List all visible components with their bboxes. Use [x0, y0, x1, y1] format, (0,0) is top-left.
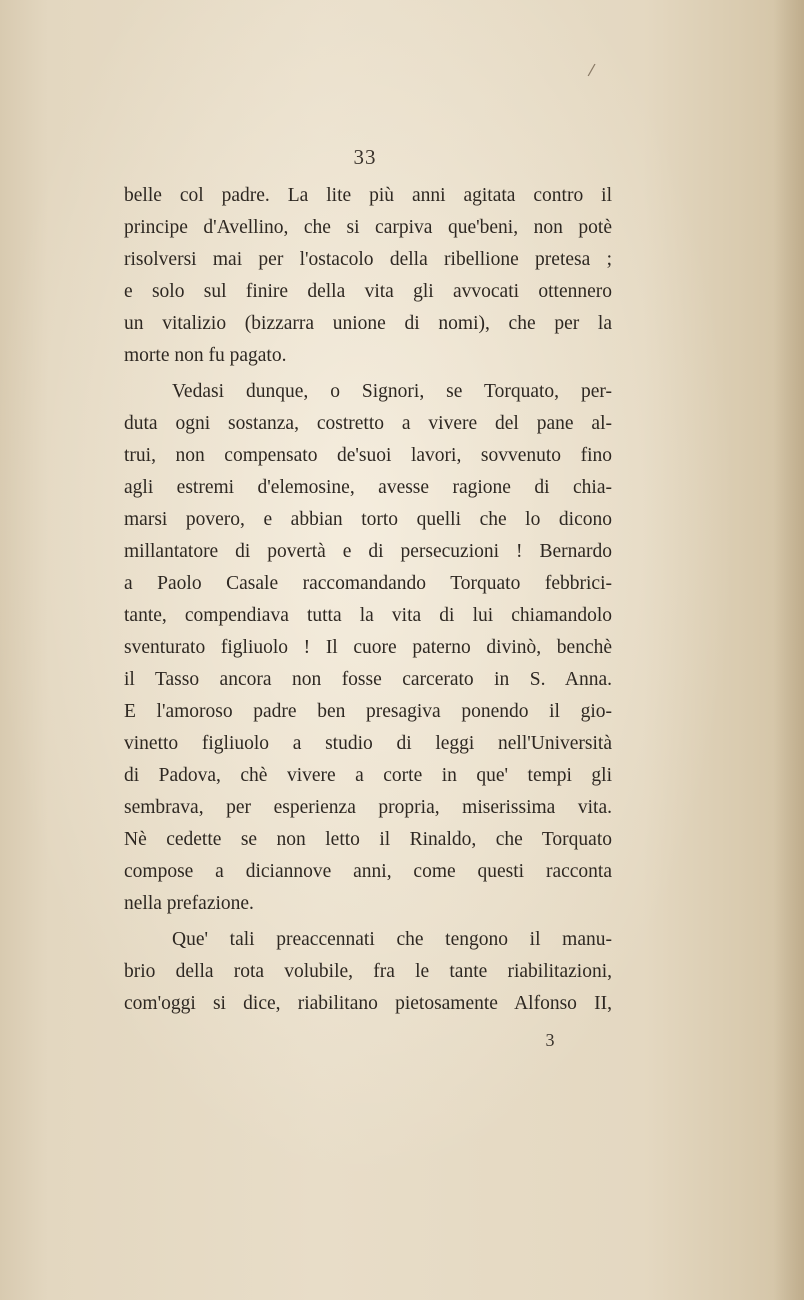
signature-mark: 3: [545, 1030, 555, 1050]
text-line: morte non fu pagato.: [124, 345, 287, 366]
text-line: sembrava, per esperienza propria, miserissima vita.: [124, 797, 612, 818]
text-line: sventurato figliuolo ! Il cuore paterno divinò, benchè: [124, 637, 612, 658]
text-line: un vitalizio (bizzarra unione di nomi), che per la: [124, 313, 612, 334]
text-line: principe d'Avellino, che si carpiva que'beni, non potè: [124, 217, 612, 238]
text-line: Vedasi dunque, o Signori, se Torquato, per-: [172, 381, 612, 402]
text-line: di Padova, chè vivere a corte in que' tempi gli: [124, 765, 612, 786]
text-line: nella prefazione.: [124, 893, 254, 914]
text-line: duta ogni sostanza, costretto a vivere del pane al-: [124, 413, 612, 434]
corner-pencil-mark: /: [587, 59, 597, 80]
text-line: e solo sul finire della vita gli avvocati ottennero: [124, 281, 612, 302]
page-number: 33: [353, 145, 377, 169]
text-line: tante, compendiava tutta la vita di lui chiamandolo: [124, 605, 612, 626]
text-line: millantatore di povertà e di persecuzioni ! Bernardo: [124, 541, 612, 562]
text-line: com'oggi si dice, riabilitano pietosamente Alfonso II,: [124, 993, 612, 1014]
text-line: marsi povero, e abbian torto quelli che lo dicono: [124, 509, 612, 530]
text-line: agli estremi d'elemosine, avesse ragione di chia-: [124, 477, 612, 498]
text-line: Que' tali preaccennati che tengono il manu-: [172, 929, 612, 950]
text-line: vinetto figliuolo a studio di leggi nell'Università: [124, 733, 612, 754]
text-line: E l'amoroso padre ben presagiva ponendo il gio-: [124, 701, 612, 722]
text-line: trui, non compensato de'suoi lavori, sovvenuto fino: [124, 445, 612, 466]
text-line: compose a diciannove anni, come questi racconta: [124, 861, 612, 882]
text-line: brio della rota volubile, fra le tante riabilitazioni,: [124, 961, 612, 982]
text-line: risolversi mai per l'ostacolo della ribellione pretesa ;: [124, 249, 612, 270]
text-line: a Paolo Casale raccomandando Torquato febbrici-: [124, 573, 612, 594]
text-line: Nè cedette se non letto il Rinaldo, che Torquato: [124, 829, 612, 850]
body-text: [124, 180, 612, 1020]
text-line: il Tasso ancora non fosse carcerato in S. Anna.: [124, 669, 612, 690]
text-line: belle col padre. La lite più anni agitata contro il: [124, 185, 612, 206]
